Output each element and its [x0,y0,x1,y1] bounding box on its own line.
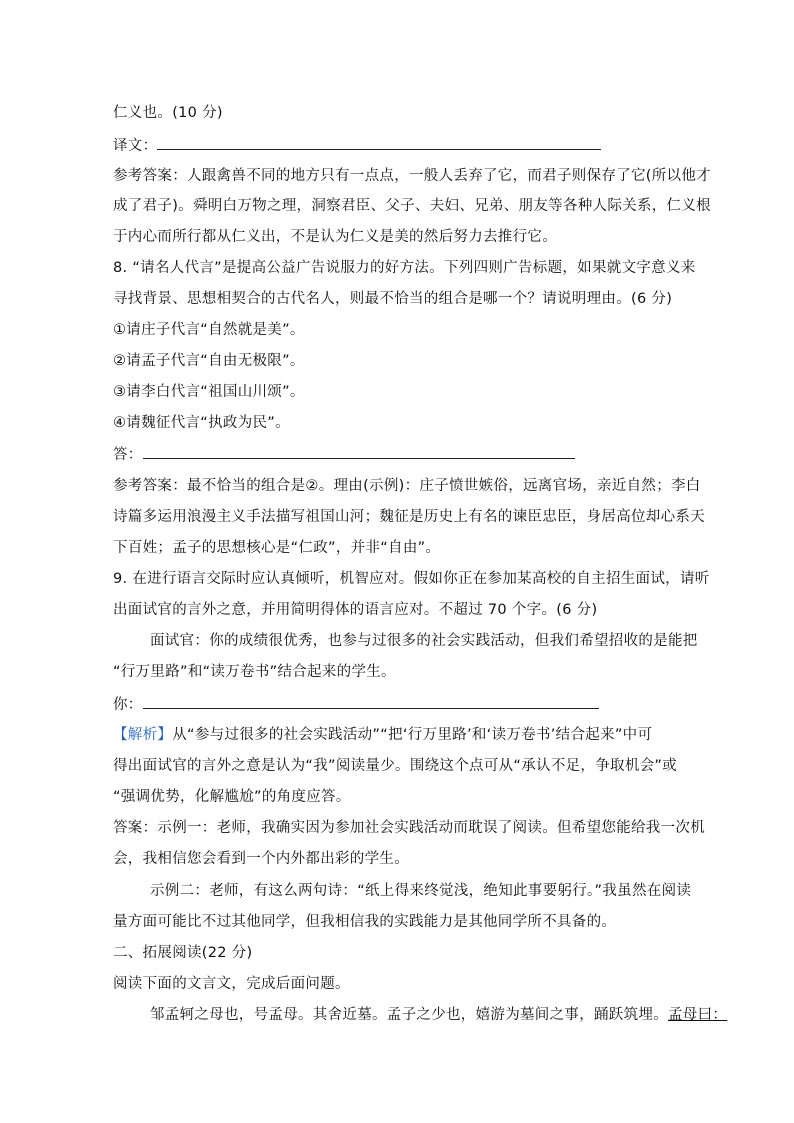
analysis-text: 从“参与过很多的社会实践活动”“把‘行万里路’和‘读万卷书’结合起来”中可 [172,727,653,743]
answer-blank[interactable] [157,135,601,150]
text-line: 寻找背景、思想相契合的古代名人，则最不恰当的组合是哪一个？请说明理由。(6 分) [113,291,673,307]
text-line: 得出面试官的言外之意是认为“我”阅读量少。围绕这个点可从“承认不足，争取机会”或 [113,758,678,774]
text-line: 诗篇多运用浪漫主义手法描写祖国山河；魏征是历史上有名的谏臣忠臣，身居高位却心系天 [113,509,705,525]
text-line: “强调优势，化解尴尬”的角度应答。 [113,789,351,805]
you-label: 你： [113,697,143,713]
text-line: 答案：示例一：老师，我确实因为参加社会实践活动而耽误了阅读。但希望您能给我一次机 [113,820,705,836]
text-line: 成了君子)。舜明白万物之理，洞察君臣、父子、夫妇、兄弟、朋友等各种人际关系，仁义根 [113,198,711,214]
text-line: 于内心而所行都从仁义出，不是认为仁义是美的然后努力去推行它。 [113,229,557,245]
classical-text-underlined: 孟母曰： [668,1007,728,1023]
translation-label: 译文： [113,138,158,154]
text-line: 出面试官的言外之意，并用简明得体的语言应对。不超过 70 个字。(6 分) [113,602,598,618]
option-1: ①请庄子代言“自然就是美”。 [113,322,305,338]
classical-text: 邹孟轲之母也，号孟母。其舍近墓。孟子之少也，嬉游为墓间之事，踊跃筑埋。 [150,1007,668,1023]
text-line: 仁义也。(10 分) [113,105,223,121]
text-line: “行万里路”和“读万卷书”结合起来的学生。 [113,664,396,680]
option-3: ③请李白代言“祖国山川颂”。 [113,384,305,400]
answer-blank[interactable] [143,694,599,709]
answer-prompt [113,444,575,465]
text-line: 会，我相信您会看到一个内外都出彩的学生。 [113,851,409,867]
you-prompt [113,694,599,715]
section-heading: 二、拓展阅读(22 分) [113,945,253,961]
analysis-line [113,725,652,745]
text-line: 阅读下面的文言文，完成后面问题。 [113,976,350,992]
answer-label: 答： [113,447,143,463]
text-line: 参考答案：人跟禽兽不同的地方只有一点点，一般人丢弃了它，而君子则保存了它(所以他才 [113,168,711,184]
translation-prompt [113,135,601,156]
question-8: 8. “请名人代言”是提高公益广告说服力的好方法。下列四则广告标题，如果就文字意义来 [113,260,696,276]
text-line: 量方面可能比不过其他同学，但我相信我的实践能力是其他同学所不具备的。 [113,914,617,930]
classical-text-line [150,1005,727,1025]
answer-blank[interactable] [143,444,575,459]
text-line: 示例二：老师，有这么两句诗：“纸上得来终觉浅，绝知此事要躬行。”我虽然在阅读 [150,883,692,899]
text-line: 下百姓；孟子的思想核心是“仁政”，并非“自由”。 [113,540,441,556]
question-9: 9. 在进行语言交际时应认真倾听，机智应对。假如你正在参加某高校的自主招生面试，请听 [113,571,710,587]
analysis-tag: 【解析】 [113,727,173,743]
text-line: 参考答案：最不恰当的组合是②。理由(示例)：庄子愤世嫉俗，远离官场，亲近自然；李白 [113,478,701,494]
option-4: ④请魏征代言“执政为民”。 [113,415,290,431]
interviewer-line: 面试官：你的成绩很优秀，也参与过很多的社会实践活动，但我们希望招收的是能把 [150,633,698,649]
option-2: ②请孟子代言“自由无极限”。 [113,353,305,369]
